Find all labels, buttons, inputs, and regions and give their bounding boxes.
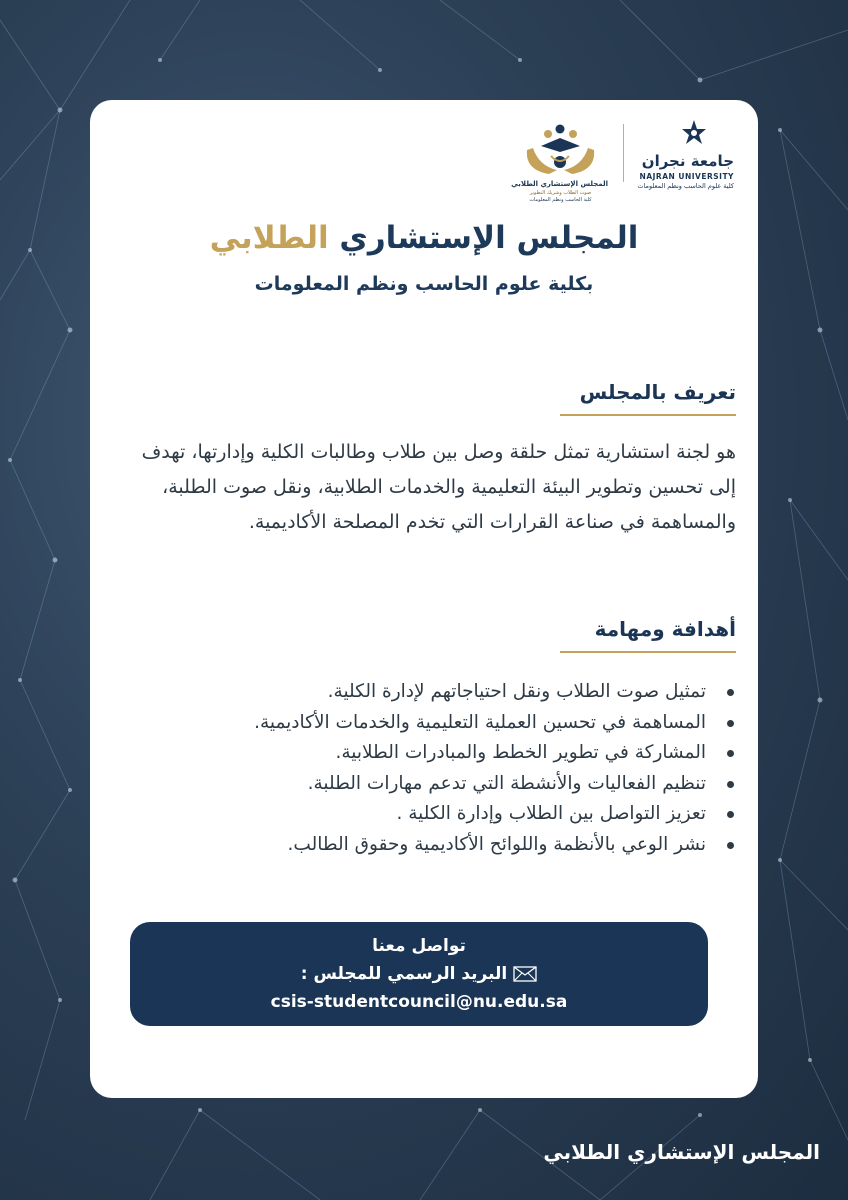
goal-item xyxy=(116,677,736,708)
bullet-icon xyxy=(727,750,734,757)
goal-item xyxy=(116,708,736,739)
bullet-icon xyxy=(727,720,734,727)
university-name-en: NAJRAN UNIVERSITY xyxy=(639,172,734,181)
page-subtitle: بكلية علوم الحاسب ونظم المعلومات xyxy=(254,273,594,295)
goal-text: تعزيز التواصل بين الطلاب وإدارة الكلية . xyxy=(396,803,706,824)
goal-text: نشر الوعي بالأنظمة واللوائح الأكاديمية وحقوق الطالب. xyxy=(287,833,706,855)
council-logo-college: كلية الحاسب ونظم المعلومات xyxy=(529,197,592,203)
bullet-icon xyxy=(727,689,734,696)
footer-text: المجلس الإستشاري الطلابي xyxy=(543,1140,820,1164)
university-college-ar: كلية علوم الحاسب ونظم المعلومات xyxy=(637,182,734,190)
logo-divider xyxy=(623,124,624,182)
about-paragraph: هو لجنة استشارية تمثل حلقة وصل بين طلاب وطالبات الكلية وإدارتها، تهدف إلى تحسين وتطوير البيئة التعليمية والخدمات الطلابية، ونقل صوت الطلبة، والمساهمة في صناعة القرارات التي تخدم المصلحة الأكاديمية. xyxy=(141,441,736,533)
bullet-icon xyxy=(727,811,734,818)
email-label-text: البريد الرسمي للمجلس : xyxy=(300,964,508,984)
goal-text: المساهمة في تحسين العملية التعليمية والخدمات الأكاديمية. xyxy=(254,711,706,733)
contact-box xyxy=(130,922,708,1026)
goal-item xyxy=(116,738,736,769)
najran-university-logo xyxy=(636,118,736,193)
bullet-icon xyxy=(727,842,734,849)
page-title xyxy=(90,220,758,256)
title-accent: الطلابي xyxy=(209,220,329,256)
university-star-emblem-icon xyxy=(636,118,736,152)
bullet-icon xyxy=(727,781,734,788)
goal-text: المشاركة في تطوير الخطط والمبادرات الطلابية. xyxy=(335,742,706,763)
goal-text: تمثيل صوت الطلاب ونقل احتياجاتهم لإدارة الكلية. xyxy=(327,681,706,702)
mail-icon xyxy=(513,966,537,982)
contact-email[interactable]: csis-studentcouncil@nu.edu.sa xyxy=(270,992,568,1012)
university-name-ar: جامعة نجران xyxy=(641,152,734,170)
council-logo-title: المجلس الإستشاري الطلابي xyxy=(511,180,608,188)
goal-item xyxy=(116,830,736,861)
about-heading: تعريف بالمجلس xyxy=(560,380,736,416)
goal-text: تنظيم الفعاليات والأنشطة التي تدعم مهارات الطلبة. xyxy=(307,772,706,794)
goals-list xyxy=(116,677,736,860)
info-card xyxy=(90,100,758,1098)
contact-title: تواصل معنا xyxy=(372,936,466,956)
header-logos xyxy=(511,118,736,203)
goals-heading: أهدافة ومهامة xyxy=(560,617,736,653)
student-council-logo xyxy=(511,118,608,203)
council-emblem-icon xyxy=(513,118,608,178)
council-logo-tagline: صوت الطلاب وشريك التطوير xyxy=(529,190,592,196)
title-main: المجلس الإستشاري xyxy=(339,220,639,256)
goal-item xyxy=(116,799,736,830)
contact-email-label xyxy=(130,964,708,984)
goal-item xyxy=(116,769,736,800)
